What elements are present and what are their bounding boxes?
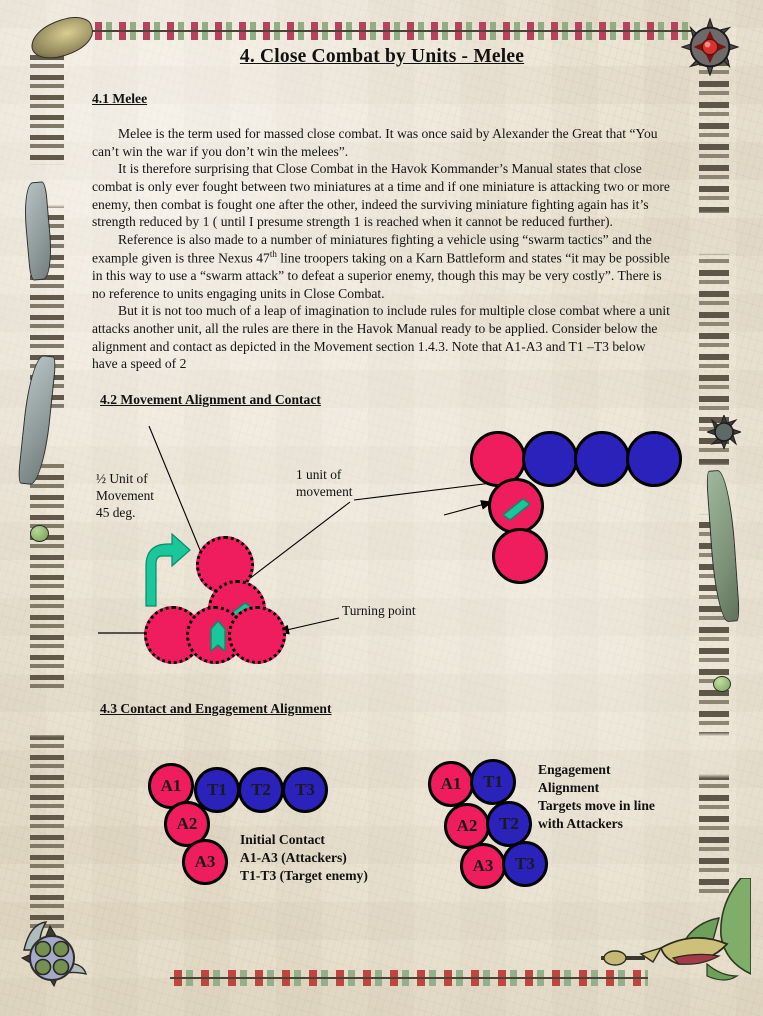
contact-disc-a3	[182, 839, 228, 885]
section-heading-4-3: 4.3 Contact and Engagement Alignment	[100, 700, 332, 716]
paragraph-4: But it is not too much of a leap of imagination to include rules for multiple close combat where a unit attacks another unit, all the rules are there in the Havok Manual ready to be applied. Consider below the alignment and contact as depicted in the Movement section 1.4.3. Note that A1-A3 and T1 –T3 below have a speed of 2	[92, 303, 670, 372]
formation-disc-attacker-rear	[492, 528, 548, 584]
paragraph-1: Melee is the term used for massed close combat. It was once said by Alexander the Great that “You can’t win the war if you don’t win the melees”.	[92, 126, 658, 159]
disc-label: T2	[251, 779, 271, 799]
disc-label: T1	[483, 771, 503, 791]
movement-disc-bottom-right	[228, 606, 286, 664]
disc-label: A3	[472, 855, 494, 875]
disc-label: T3	[515, 853, 535, 873]
top-border-chain-ornament	[92, 22, 691, 40]
disc-label: A1	[440, 773, 462, 793]
disc-label: A2	[176, 813, 198, 833]
disc-label: T2	[499, 813, 519, 833]
formation-disc-target-1	[522, 431, 578, 487]
document-content	[92, 46, 672, 907]
engagement-disc-t1	[470, 759, 516, 805]
left-border-green-gem-icon	[30, 525, 49, 542]
right-border-mace-ornament-icon	[707, 415, 741, 449]
contact-disc-t3	[282, 767, 328, 813]
engagement-disc-a3	[460, 843, 506, 889]
label-turning-point: Turning point	[342, 602, 416, 618]
engagement-disc-t3	[502, 841, 548, 887]
section-heading-4-2: 4.2 Movement Alignment and Contact	[100, 391, 321, 407]
movement-alignment-diagram	[92, 420, 672, 678]
label-half-unit-movement: ½ Unit of Movement 45 deg.	[96, 470, 155, 521]
label-one-unit-movement: 1 unit of movement	[296, 466, 353, 500]
paragraph-2: It is therefore surprising that Close Combat in the Havok Kommander’s Manual states that close combat is only ever fought between two miniatures at a time and if one miniature is attacking two or more enemy, then combat is fought one after the other, indeed the surviving miniature fighting again has it’s strength reduced by 1 ( until I presume strength 1 is reached when it cannot be reduced further).	[92, 161, 670, 230]
contact-disc-t1	[194, 767, 240, 813]
disc-label: T3	[295, 779, 315, 799]
caption-engagement-alignment: Engagement Alignment Targets move in line with Attackers	[538, 761, 655, 832]
bottom-border-chain-ornament	[170, 970, 648, 986]
formation-disc-target-2	[574, 431, 630, 487]
paragraph-3: Reference is also made to a number of miniatures fighting a vehicle using “swarm tactics” and the example given is three Nexus 47th line troopers taking on a Karn Battleform and states “it may be possible in this way to use a “swarm attack” to defeat a superior enemy, though this may be very costly”. There is no reference to units engaging units in Close Combat.	[92, 232, 670, 301]
disc-label: A2	[456, 815, 478, 835]
engagement-disc-a1	[428, 761, 474, 807]
formation-disc-target-3	[626, 431, 682, 487]
section-heading-4-1: 4.1 Melee	[92, 91, 148, 106]
top-right-spiked-gear-emblem-icon	[681, 18, 739, 76]
disc-label: T1	[207, 779, 227, 799]
page-title: 4. Close Combat by Units - Melee	[239, 46, 525, 67]
disc-label: A1	[160, 775, 182, 795]
contact-engagement-diagram	[92, 737, 672, 907]
contact-disc-t2	[238, 767, 284, 813]
caption-initial-contact: Initial Contact A1-A3 (Attackers) T1-T3 (Target enemy)	[240, 831, 368, 884]
bottom-left-four-orb-emblem-icon	[16, 920, 88, 992]
disc-label: A3	[194, 851, 216, 871]
formation-disc-attacker-mid	[488, 478, 544, 534]
